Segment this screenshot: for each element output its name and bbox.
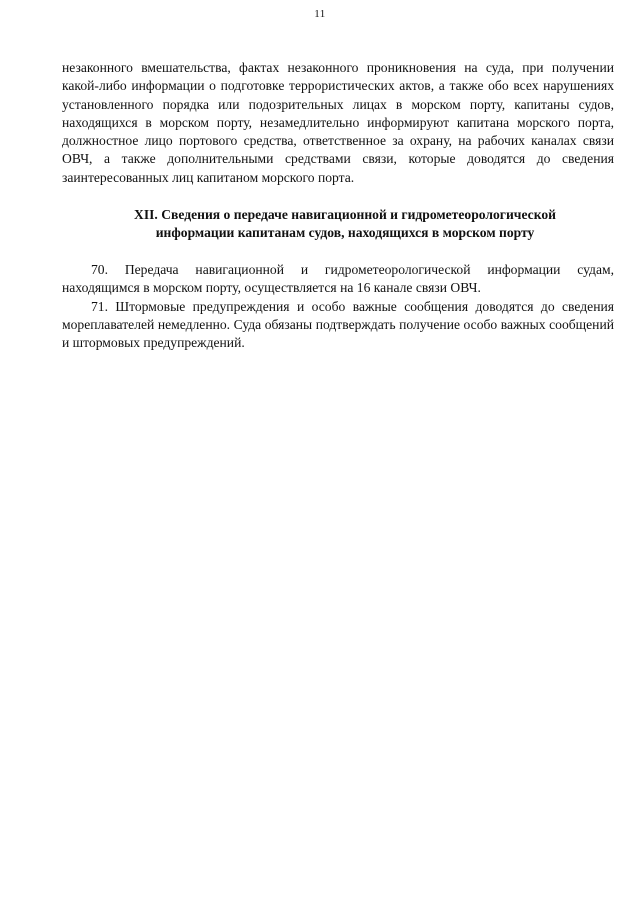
continuation-paragraph: незаконного вмешательства, фактах незаконного проникновения на суда, при получении какой-либо информации о подготовке террористических актов, а также обо всех нарушениях установленного порядка или подозрительных лицах в морском порту, капитаны судов, находящихся в морском порту, незамедлительно информируют капитана морского порта, должностное лицо портового средства, ответственное за охрану, на рабочих каналах связи ОВЧ, а также дополнительными средствами связи, которые доводятся до сведения заинтересованных лиц капитаном морского порта. [62,60,614,185]
paragraph-71: 71. Штормовые предупреждения и особо важные сообщения доводятся до сведения мореплавателей немедленно. Суда обязаны подтверждать получение особо важных сообщений и штормовых предупреждений. [62,298,614,351]
paragraph-70: 70. Передача навигационной и гидрометеорологической информации судам, находящимся в морском порту, осуществляется на 16 канале связи ОВЧ. [62,262,614,296]
section-heading: XII. Сведения о передаче навигационной и гидрометеорологической информации капитанам судов, находящихся в морском порту [134,207,556,241]
document-body [62,59,614,353]
page-number: 11 [314,8,326,20]
